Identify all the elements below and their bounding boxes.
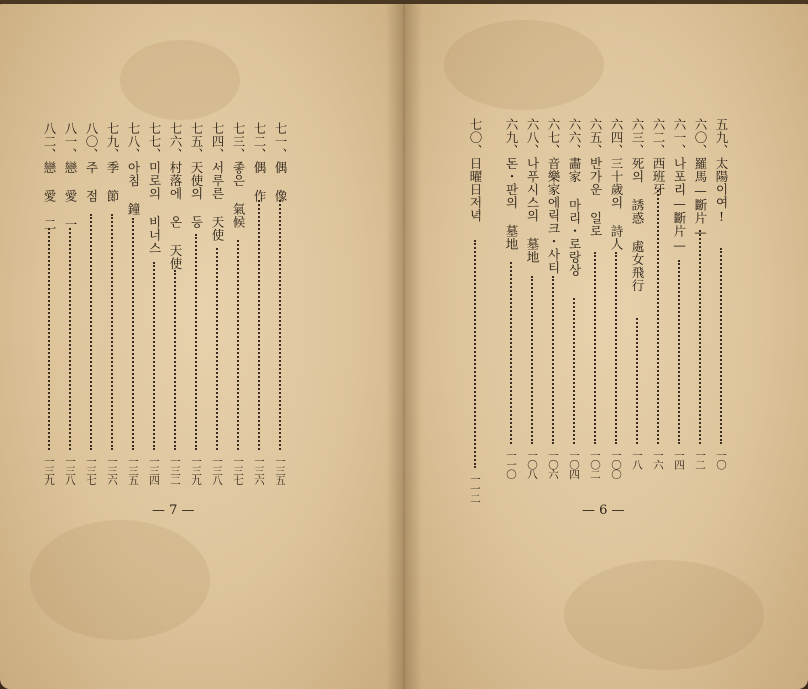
dot-leader	[237, 240, 239, 450]
dot-leader	[657, 190, 659, 444]
toc-entry-page: 一三五	[127, 456, 139, 485]
toc-entry-title: 六八、나푸시스의 墓地	[525, 118, 540, 264]
right-page	[404, 0, 808, 689]
toc-entry-title: 六九、돈・판의 墓地	[504, 118, 519, 251]
toc-entry-title: 六七、音樂家에릭크・사티	[546, 118, 561, 274]
dot-leader	[636, 318, 638, 444]
toc-entry-title: 七六、村落에 온 天使	[168, 122, 183, 270]
page-number-right: — 6 —	[582, 503, 625, 518]
toc-entry-page: 一〇	[715, 450, 727, 469]
toc-entry-page: 一二	[694, 450, 706, 469]
toc-entry-title: 五九、太陽이여!	[714, 118, 729, 225]
toc-entry-title: 七一、偶 像	[273, 122, 288, 203]
toc-entry-title: 八一、戀 愛 一	[63, 122, 78, 231]
book-edge	[0, 0, 808, 4]
toc-entry-page: 一八	[631, 450, 643, 469]
toc-entry-title: 七〇、日曜日저녁	[468, 118, 483, 222]
toc-entry-title: 八〇、주 점	[84, 122, 99, 203]
toc-entry-page: 一三八	[64, 456, 76, 485]
paper-stain	[120, 40, 240, 120]
dot-leader	[573, 298, 575, 444]
toc-entry-title: 七四、서루른 天使	[210, 122, 225, 242]
toc-entry-title: 七二、偶 作	[252, 122, 267, 203]
paper-stain	[444, 20, 604, 110]
toc-entry-page: 一四	[673, 450, 685, 469]
toc-entry-page: 一三六	[253, 456, 265, 485]
toc-entry-page: 一〇二	[589, 450, 601, 479]
toc-entry-title: 七五、天使의 등	[189, 122, 204, 229]
toc-entry-page: 一三八	[211, 456, 223, 485]
dot-leader	[699, 230, 701, 444]
toc-entry-page: 一三九	[43, 456, 55, 485]
dot-leader	[510, 262, 512, 444]
toc-entry-title: 八二、戀 愛 二	[42, 122, 57, 231]
toc-entry-page: 一六	[652, 450, 664, 469]
dot-leader	[174, 270, 176, 450]
dot-leader	[678, 260, 680, 444]
dot-leader	[474, 240, 476, 468]
toc-entry-title: 六三、死의 誘惑 處女飛行	[630, 118, 645, 292]
toc-entry-title: 七三、좋은 氣候	[231, 122, 246, 229]
toc-entry-page: 一一二	[469, 474, 481, 503]
toc-entry-title: 六六、畵家 마리・로랑상	[567, 118, 582, 277]
dot-leader	[531, 276, 533, 444]
toc-entry-page: 一三七	[85, 456, 97, 485]
toc-entry-page: 一一〇	[505, 450, 517, 479]
dot-leader	[195, 234, 197, 450]
dot-leader	[132, 218, 134, 450]
dot-leader	[111, 214, 113, 450]
dot-leader	[153, 262, 155, 450]
toc-entry-page: 一〇四	[568, 450, 580, 479]
toc-entry-title: 六五、반가운 일로	[588, 118, 603, 238]
dot-leader	[90, 214, 92, 450]
toc-entry-page: 一〇八	[526, 450, 538, 479]
toc-entry-title: 六二、西班牙	[651, 118, 666, 196]
dot-leader	[69, 228, 71, 450]
dot-leader	[720, 248, 722, 444]
dot-leader	[615, 252, 617, 444]
toc-entry-page: 一三四	[148, 456, 160, 485]
toc-entry-page: 一〇〇	[610, 450, 622, 479]
dot-leader	[552, 276, 554, 444]
page-number-left: — 7 —	[152, 503, 195, 518]
toc-entry-title: 六四、三十歲의 詩人	[609, 118, 624, 251]
dot-leader	[48, 228, 50, 450]
book-gutter	[386, 0, 422, 689]
paper-stain	[564, 560, 764, 670]
toc-entry-title: 六一、나포리—斷片—	[672, 118, 687, 253]
dot-leader	[594, 252, 596, 444]
toc-entry-page: 一三二	[169, 456, 181, 485]
toc-entry-page: 一三六	[106, 456, 118, 485]
toc-entry-title: 七九、季 節	[105, 122, 120, 203]
dot-leader	[279, 200, 281, 450]
toc-entry-title: 七七、미로의 비너스	[147, 122, 162, 255]
toc-entry-page: 一三五	[274, 456, 286, 485]
toc-entry-page: 一三九	[190, 456, 202, 485]
dot-leader	[216, 248, 218, 450]
toc-entry-title: 六〇、羅馬—斷片—	[693, 118, 708, 240]
paper-stain	[30, 520, 210, 640]
toc-entry-title: 七八、아침 鐘	[126, 122, 141, 216]
dot-leader	[258, 200, 260, 450]
toc-entry-page: 一三七	[232, 456, 244, 485]
toc-entry-page: 一〇六	[547, 450, 559, 479]
